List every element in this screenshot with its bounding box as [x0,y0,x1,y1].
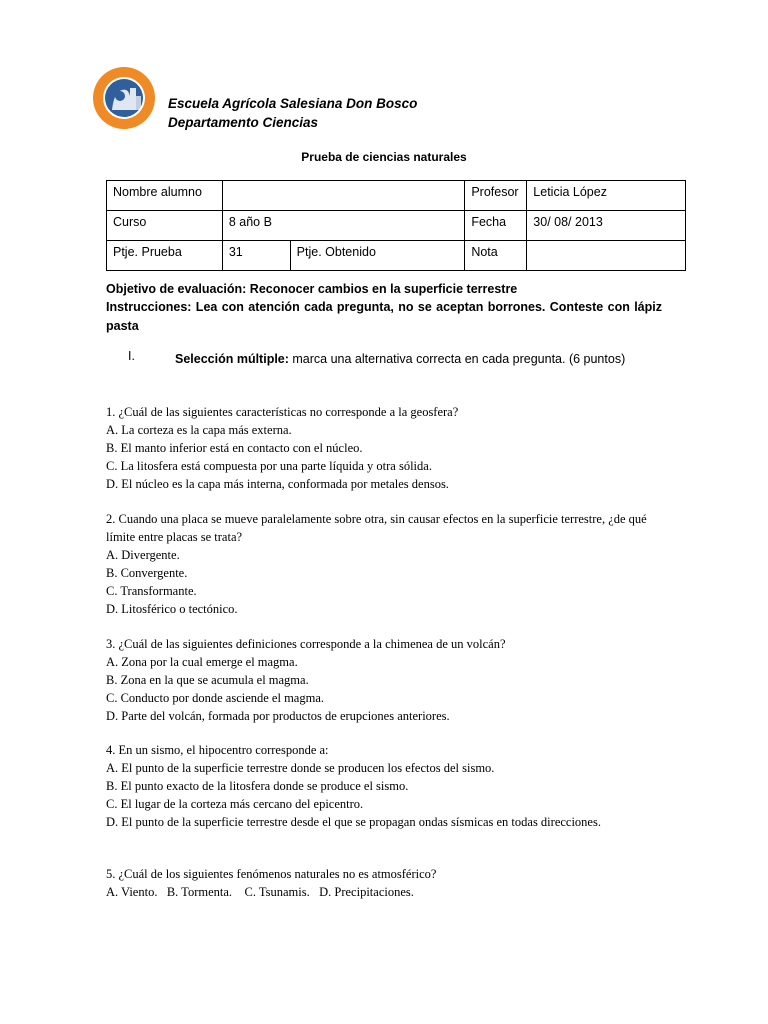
question-text: 5. ¿Cuál de los siguientes fenómenos naturales no es atmosférico? [106,867,437,881]
fecha-label: Fecha [465,211,527,241]
question-text: 4. En un sismo, el hipocentro corresponde a: [106,743,329,757]
question-text: 2. Cuando una placa se mueve paralelamente sobre otra, sin causar efectos en la superficie terrestre, ¿de qué límite entre placas se trata? [106,512,647,544]
section-number: I. [128,349,135,363]
nota-label: Nota [465,241,527,271]
option-a[interactable]: A. Divergente. [106,548,180,562]
instructions: Instrucciones: Lea con atención cada pregunta, no se aceptan borrones. Conteste con lápiz pasta [106,300,662,333]
school-name: Escuela Agrícola Salesiana Don Bosco [168,96,418,111]
department-name: Departamento Ciencias [168,115,319,130]
section-heading [175,349,645,369]
nombre-field[interactable] [222,181,465,211]
option-b[interactable]: B. El punto exacto de la litosfera donde se produce el sismo. [106,779,409,793]
option-d[interactable]: D. El núcleo es la capa más interna, conformada por metales densos. [106,477,449,491]
evaluation-objective: Objetivo de evaluación: Reconocer cambios en la superficie terrestre [106,282,518,296]
nombre-label: Nombre alumno [107,181,223,211]
profesor-label: Profesor [465,181,527,211]
document-title: Prueba de ciencias naturales [301,150,467,164]
ptje-prueba-label: Ptje. Prueba [107,241,223,271]
option-c[interactable]: C. Conducto por donde asciende el magma. [106,691,324,705]
option-b[interactable]: B. El manto inferior está en contacto con el núcleo. [106,441,363,455]
option-a[interactable]: A. Zona por la cual emerge el magma. [106,655,298,669]
question-4 [106,741,666,831]
school-header [168,94,417,132]
school-logo [92,66,156,130]
question-5 [106,865,666,901]
question-text: 1. ¿Cuál de las siguientes características no corresponde a la geosfera? [106,405,459,419]
option-d[interactable]: D. Litosférico o tectónico. [106,602,238,616]
profesor-value: Leticia López [527,181,686,211]
option-c[interactable]: C. El lugar de la corteza más cercano del epicentro. [106,797,364,811]
question-text: 3. ¿Cuál de las siguientes definiciones corresponde a la chimenea de un volcán? [106,637,506,651]
option-c[interactable]: C. Transformante. [106,584,197,598]
curso-label: Curso [107,211,223,241]
option-d[interactable]: D. Parte del volcán, formada por productos de erupciones anteriores. [106,709,450,723]
table-row [107,181,686,211]
nota-field[interactable] [527,241,686,271]
option-d[interactable]: D. El punto de la superficie terrestre desde el que se propagan ondas sísmicas en todas direcciones. [106,815,601,829]
curso-value: 8 año B [222,211,465,241]
option-a[interactable]: A. El punto de la superficie terrestre donde se producen los efectos del sismo. [106,761,495,775]
student-info-table [106,180,686,271]
ptje-prueba-value: 31 [222,241,290,271]
question-1 [106,403,666,493]
option-b[interactable]: B. Zona en la que se acumula el magma. [106,673,309,687]
table-row [107,241,686,271]
section-title: Selección múltiple: [175,352,289,366]
options-inline[interactable]: A. Viento. B. Tormenta. C. Tsunamis. D. Precipitaciones. [106,885,414,899]
option-b[interactable]: B. Convergente. [106,566,188,580]
question-2 [106,510,666,618]
question-3 [106,635,666,725]
option-c[interactable]: C. La litosfera está compuesta por una parte líquida y otra sólida. [106,459,432,473]
fecha-value: 30/ 08/ 2013 [527,211,686,241]
section-description: marca una alternativa correcta en cada pregunta. (6 puntos) [288,352,626,366]
ptje-obtenido-label: Ptje. Obtenido [290,241,465,271]
table-row [107,211,686,241]
option-a[interactable]: A. La corteza es la capa más externa. [106,423,292,437]
